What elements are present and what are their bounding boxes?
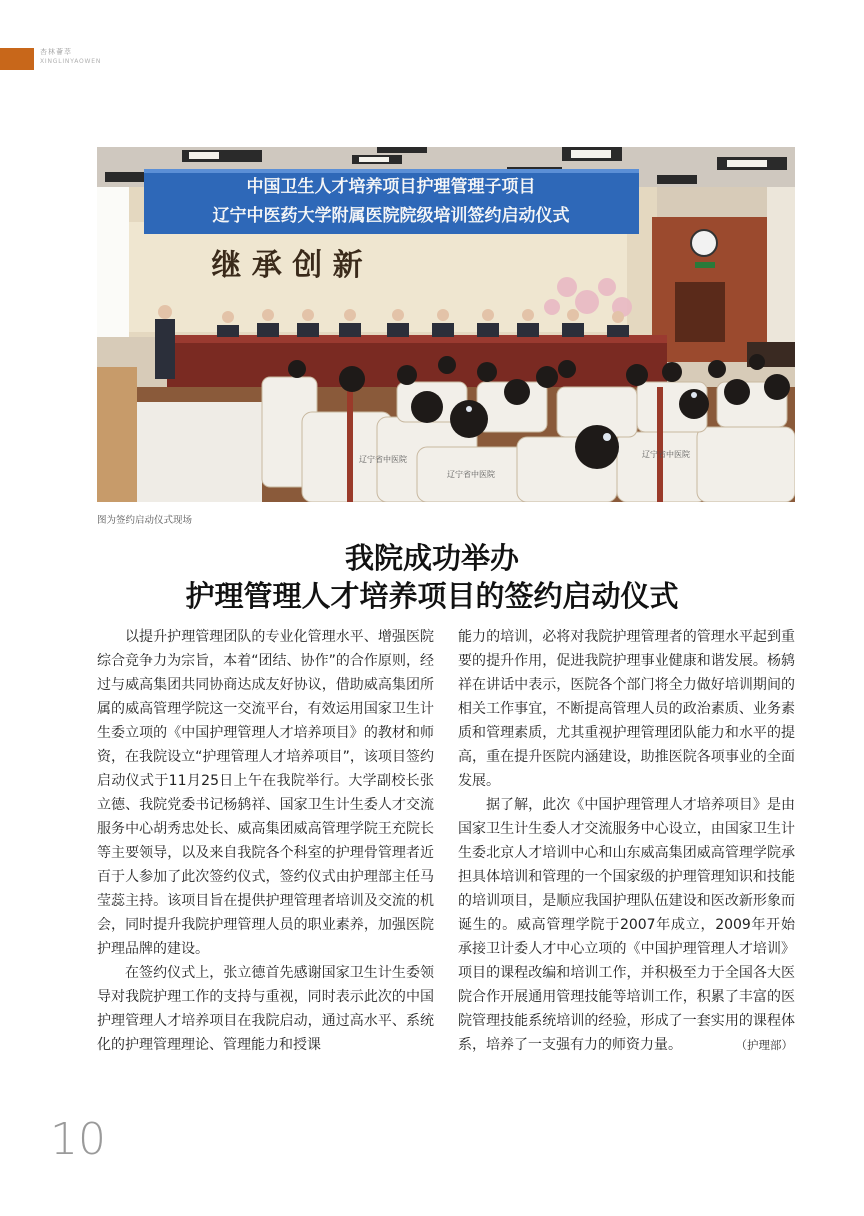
brand-pinyin: XINGLINYAOWEN [40, 58, 102, 65]
photo-caption: 图为签约启动仪式现场 [97, 515, 193, 526]
paragraph-2-continued: 能力的培训，必将对我院护理管理者的管理水平起到重要的提升作用，促进我院护理事业健康和谐发展。杨鸫祥在讲话中表示，医院各个部门将全力做好培训期间的相关工作事宜，不断提高管理人员的政治素质、业务素质和管理素质，尤其重视护理管理团队能力和水平的提高，重在提升医院内涵建设，助推医院各项事业的全面发展。 [458, 629, 795, 789]
paragraph-3 [458, 793, 795, 1057]
article-title-line-1: 我院成功举办 [344, 541, 519, 575]
event-photo [97, 147, 795, 502]
paragraph-1: 以提升护理管理团队的专业化管理水平、增强医院综合竞争力为宗旨，本着“团结、协作”的合作原则，经过与威高集团共同协商达成友好协议，借助威高集团所属的威高管理学院这一交流平台，有效运用国家卫生计生委立项的《中国护理管理人才培养项目》的教材和师资，在我院设立“护理管理人才培养项目”，该项目签约启动仪式于11月25日上午在我院举行。大学副校长张立德、我院党委书记杨鸫祥、国家卫生计生委人才交流服务中心胡秀忠处长、威高集团威高管理学院王充院长等主要领导，以及来自我院各个科室的护理骨管理者近百于人参加了此次签约仪式，签约仪式由护理部主任马莹蕊主持。该项目旨在提供护理管理者培训及交流的机会，同时提升我院护理管理人员的职业素养，加强医院护理品牌的建设。 [97, 629, 434, 957]
article-column-right [458, 625, 795, 1057]
brand-chinese: 杏林薈萃 [40, 48, 72, 56]
banner-line-2: 辽宁中医药大学附属医院院级培训签约启动仪式 [212, 206, 570, 226]
paragraph-3-text: 据了解，此次《中国护理管理人才培养项目》是由国家卫生计生委人才交流服务中心设立，由国家卫生计生委北京人才培训中心和山东威高集团威高管理学院承担具体培训和管理的一个国家级的护理管理知识和技能的培训项目，是顺应我国护理队伍建设和医改新形象而诞生的。威高管理学院于2007年成立，2009年开始承接卫计委人才中心立项的《中国护理管理人才培训》项目的课程改编和培训工作，并积极至力于全国各大医院合作开展通用管理技能等培训工作，积累了丰富的医院管理技能系统培训的经验，形成了一套实用的课程体系，培养了一支强有力的师资力量。 [458, 797, 795, 1053]
chair-label: 辽宁省中医院 [359, 455, 407, 464]
article-title-line-2: 护理管理人才培养项目的签约启动仪式 [185, 579, 679, 613]
paragraph-2: 在签约仪式上，张立德首先感谢国家卫生计生委领导对我院护理工作的支持与重视，同时表示此次的中国护理管理人才培养项目在我院启动，通过高水平、系统化的护理管理理论、管理能力和授课 [97, 965, 434, 1053]
header-accent-bar [0, 48, 34, 70]
wall-calligraphy: 继 承 创 新 [211, 248, 363, 283]
magazine-brand [40, 49, 101, 65]
article-column-left [97, 625, 434, 1057]
department-signoff: （护理部） [735, 1038, 793, 1052]
banner-line-1: 中国卫生人才培养项目护理管理子项目 [246, 177, 536, 197]
chair-label: 辽宁省中医院 [642, 450, 690, 459]
chair-label: 辽宁省中医院 [447, 470, 495, 479]
page-number: 10 [50, 1114, 106, 1165]
